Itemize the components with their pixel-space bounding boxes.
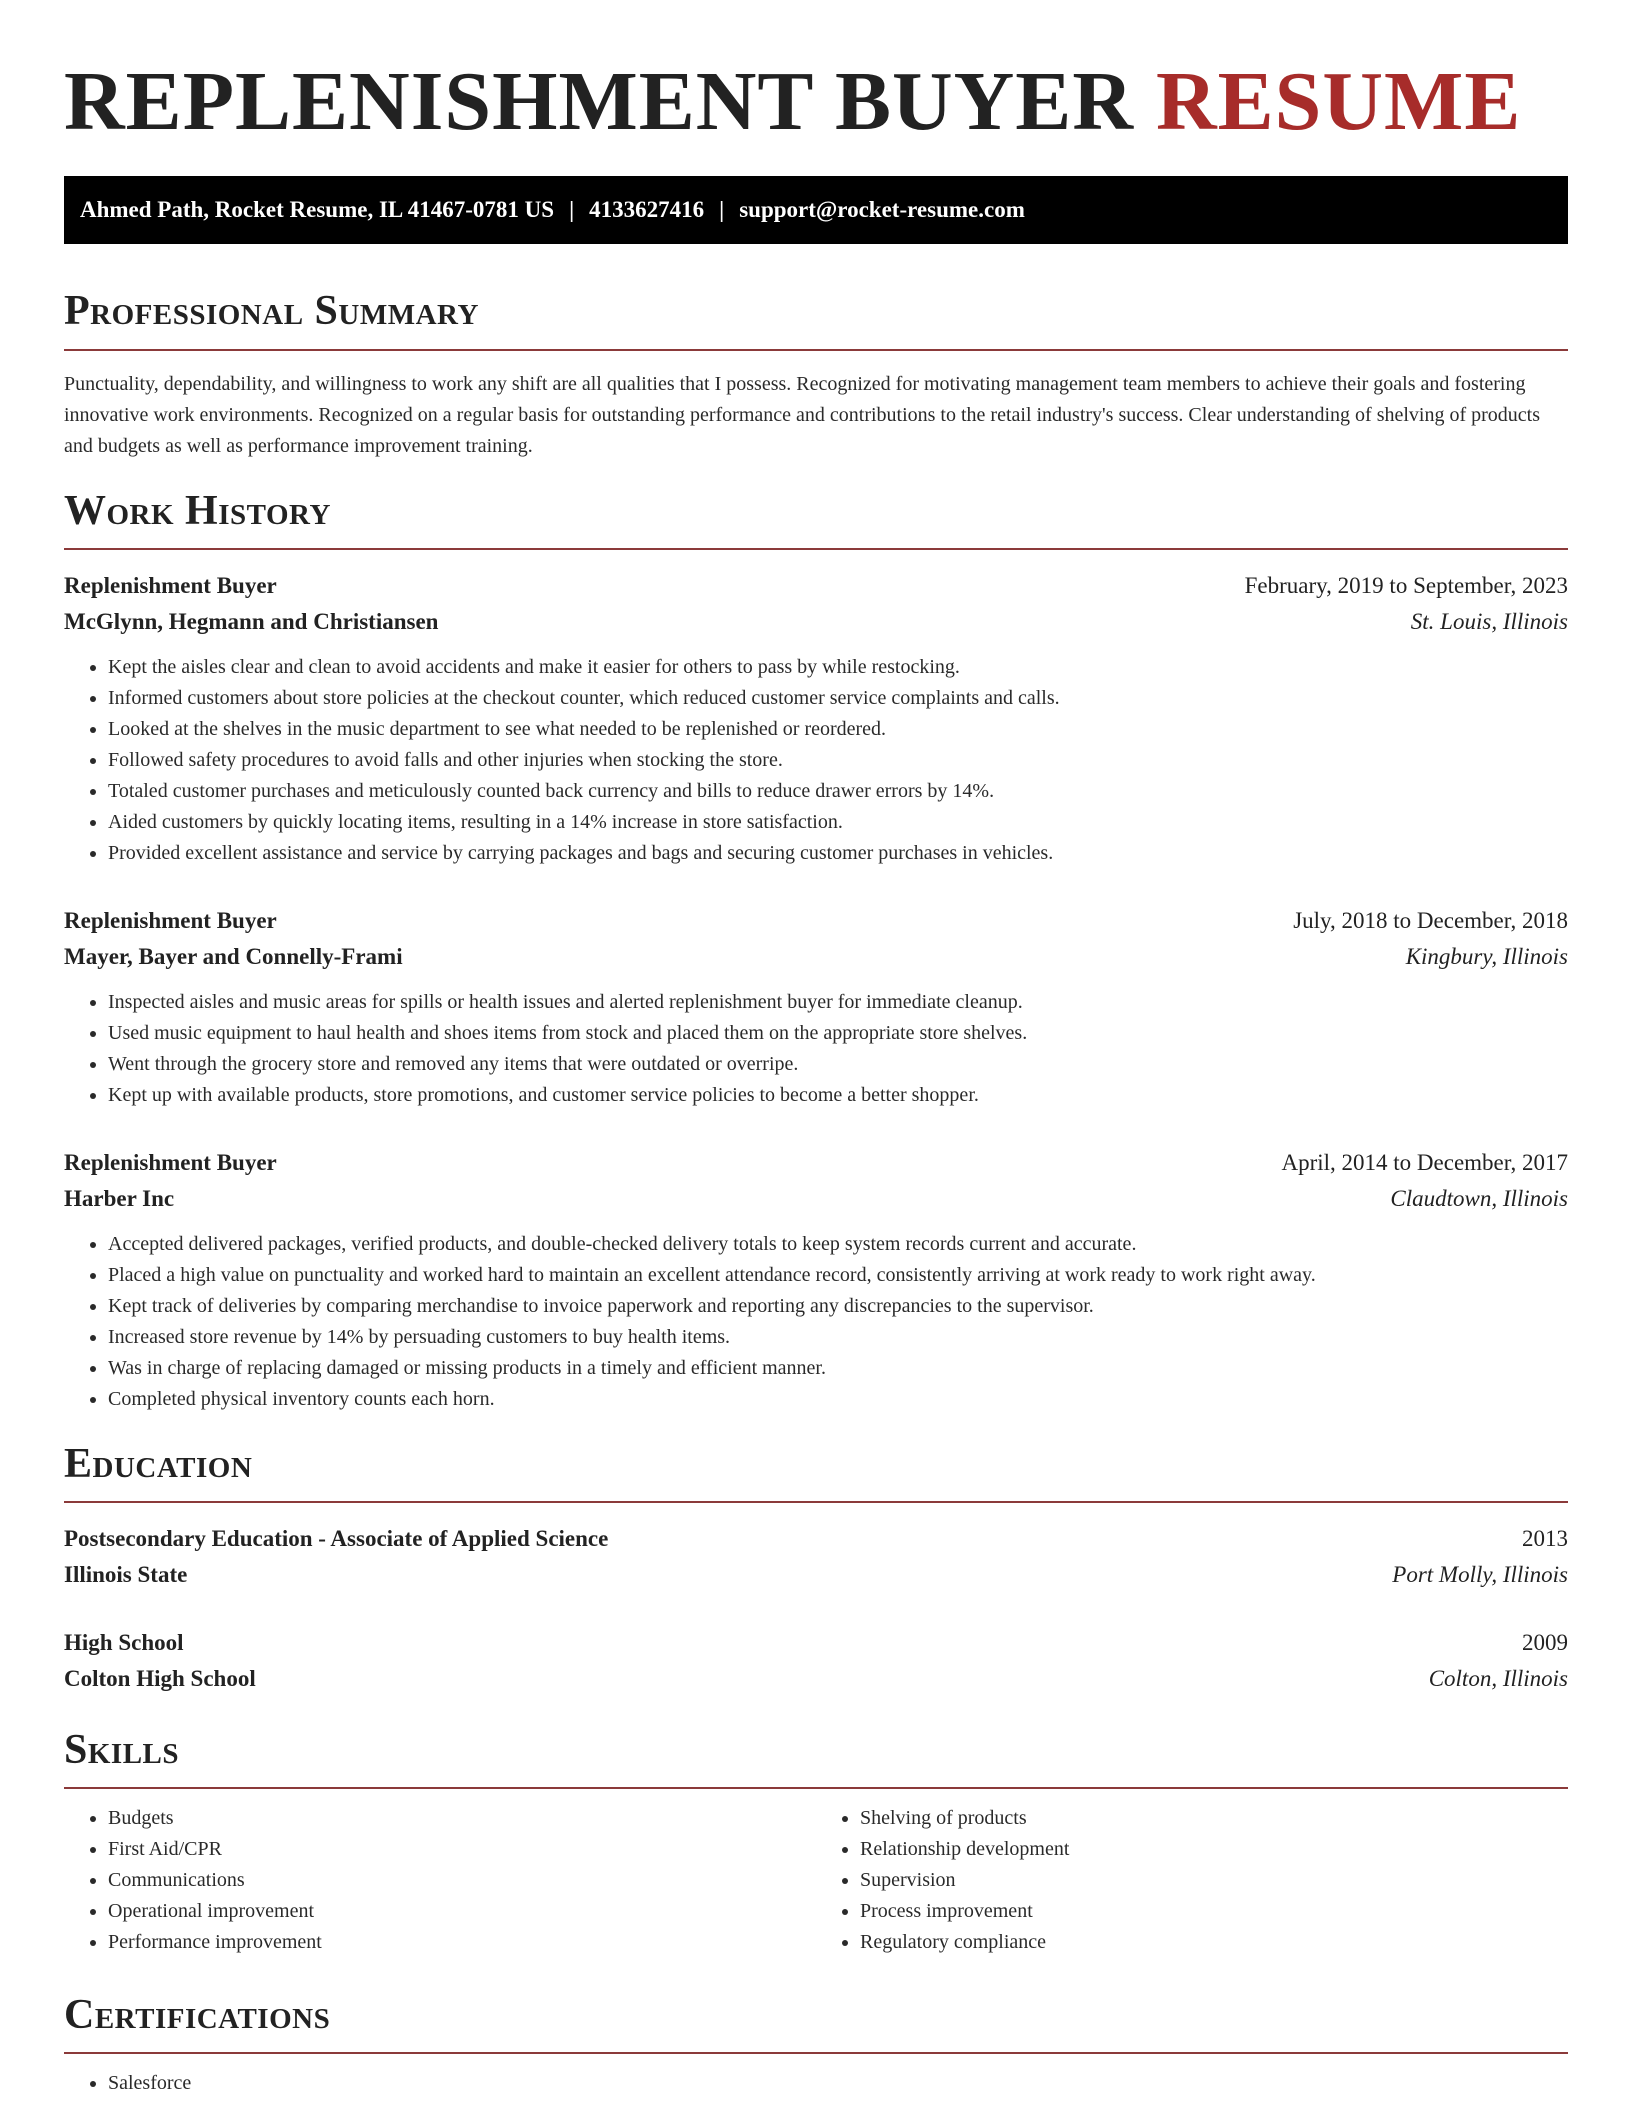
job-entry [64, 1145, 1568, 1415]
list-item: • Regulatory compliance [860, 1927, 1568, 1958]
contact-phone: 4133627416 [589, 197, 705, 223]
section-heading: Education [64, 1441, 1568, 1503]
education-entry [64, 1521, 1568, 1593]
job-dates: February, 2019 to September, 2023 [1244, 572, 1568, 598]
job-title: Replenishment Buyer [64, 1149, 277, 1175]
list-item: • Aided customers by quickly locating items, resulting in a 14% increase in store satisfaction. [108, 807, 1568, 838]
list-item: • Salesforce [108, 2068, 1568, 2099]
contact-bar [64, 176, 1568, 244]
job-company: Mayer, Bayer and Connelly-Frami [64, 943, 403, 969]
education-location: Colton, Illinois [1428, 1665, 1568, 1691]
skills-section [64, 1727, 1568, 1958]
section-heading: Skills [64, 1727, 1568, 1789]
job-company: McGlynn, Hegmann and Christiansen [64, 608, 439, 634]
education-section [64, 1441, 1568, 1697]
certifications-section [64, 1992, 1568, 2099]
list-item: • Completed physical inventory counts each horn. [108, 1384, 1568, 1415]
education-entry [64, 1625, 1568, 1697]
list-item: • Supervision [860, 1865, 1568, 1896]
list-item: • Inspected aisles and music areas for spills or health issues and alerted replenishment buyer for immediate cleanup. [108, 987, 1568, 1018]
list-item: • Totaled customer purchases and meticulously counted back currency and bills to reduce drawer errors by 14%. [108, 776, 1568, 807]
summary-section [64, 288, 1568, 461]
contact-address: Ahmed Path, Rocket Resume, IL 41467-0781 US [80, 197, 555, 223]
section-heading: Professional Summary [64, 288, 1568, 350]
list-item: • First Aid/CPR [108, 1834, 816, 1865]
contact-separator: | [719, 197, 725, 223]
job-entry [64, 903, 1568, 1111]
list-item: • Was in charge of replacing damaged or missing products in a timely and efficient manner. [108, 1353, 1568, 1384]
summary-text: Punctuality, dependability, and willingness to work any shift are all qualities that I possess. Recognized for motivating management team members to achieve their goals and fostering innovative work environments. Recognized on a regular basis for outstanding performance and contributions to the retail industry's success. Clear understanding of shelving of products and budgets as well as performance improvement training. [64, 372, 1541, 457]
list-item: • Kept track of deliveries by comparing merchandise to invoice paperwork and reporting any discrepancies to the supervisor. [108, 1291, 1568, 1322]
title-accent: RESUME [1155, 55, 1522, 148]
list-item: • Performance improvement [108, 1927, 816, 1958]
job-bullets [64, 1229, 1568, 1415]
education-year: 2013 [1522, 1525, 1568, 1551]
list-item: • Communications [108, 1865, 816, 1896]
list-item: • Budgets [108, 1803, 816, 1834]
skills-list-left [64, 1803, 816, 1958]
section-heading: Work History [64, 488, 1568, 550]
education-degree: High School [64, 1629, 184, 1655]
list-item: • Went through the grocery store and removed any items that were outdated or overripe. [108, 1049, 1568, 1080]
education-location: Port Molly, Illinois [1392, 1561, 1568, 1587]
list-item: • Used music equipment to haul health and shoes items from stock and placed them on the appropriate store shelves. [108, 1018, 1568, 1049]
job-title: Replenishment Buyer [64, 907, 277, 933]
work-history-section [64, 488, 1568, 1415]
contact-separator: | [569, 197, 575, 223]
education-school: Illinois State [64, 1561, 188, 1587]
list-item: • Looked at the shelves in the music department to see what needed to be replenished or reordered. [108, 714, 1568, 745]
job-dates: July, 2018 to December, 2018 [1293, 907, 1568, 933]
job-title: Replenishment Buyer [64, 572, 277, 598]
job-bullets [64, 987, 1568, 1111]
list-item: • Kept the aisles clear and clean to avoid accidents and make it easier for others to pass by while restocking. [108, 652, 1568, 683]
list-item: • Accepted delivered packages, verified products, and double-checked delivery totals to keep system records current and accurate. [108, 1229, 1568, 1260]
job-company: Harber Inc [64, 1185, 175, 1211]
education-degree: Postsecondary Education - Associate of Applied Science [64, 1525, 609, 1551]
list-item: • Placed a high value on punctuality and worked hard to maintain an excellent attendance record, consistently arriving at work ready to work right away. [108, 1260, 1568, 1291]
list-item: • Followed safety procedures to avoid falls and other injuries when stocking the store. [108, 745, 1568, 776]
contact-email: support@rocket-resume.com [739, 197, 1025, 223]
education-school: Colton High School [64, 1665, 256, 1691]
title-main: REPLENISHMENT BUYER [64, 55, 1134, 148]
list-item: • Kept up with available products, store promotions, and customer service policies to become a better shopper. [108, 1080, 1568, 1111]
job-entry [64, 568, 1568, 869]
skills-columns [64, 1803, 1568, 1958]
list-item: • Provided excellent assistance and service by carrying packages and bags and securing customer purchases in vehicles. [108, 838, 1568, 869]
list-item: • Process improvement [860, 1896, 1568, 1927]
list-item: • Relationship development [860, 1834, 1568, 1865]
job-location: Claudtown, Illinois [1390, 1185, 1568, 1211]
section-heading: Certifications [64, 1992, 1568, 2054]
list-item: • Operational improvement [108, 1896, 816, 1927]
list-item: • Informed customers about store policies at the checkout counter, which reduced customer service complaints and calls. [108, 683, 1568, 714]
list-item: • Shelving of products [860, 1803, 1568, 1834]
certifications-list [64, 2068, 1568, 2099]
job-dates: April, 2014 to December, 2017 [1281, 1149, 1568, 1175]
list-item: • Increased store revenue by 14% by persuading customers to buy health items. [108, 1322, 1568, 1353]
job-location: St. Louis, Illinois [1410, 608, 1568, 634]
job-location: Kingbury, Illinois [1405, 943, 1568, 969]
education-year: 2009 [1522, 1629, 1568, 1655]
resume-title [64, 56, 1568, 148]
job-bullets [64, 652, 1568, 869]
skills-list-right [816, 1803, 1568, 1958]
